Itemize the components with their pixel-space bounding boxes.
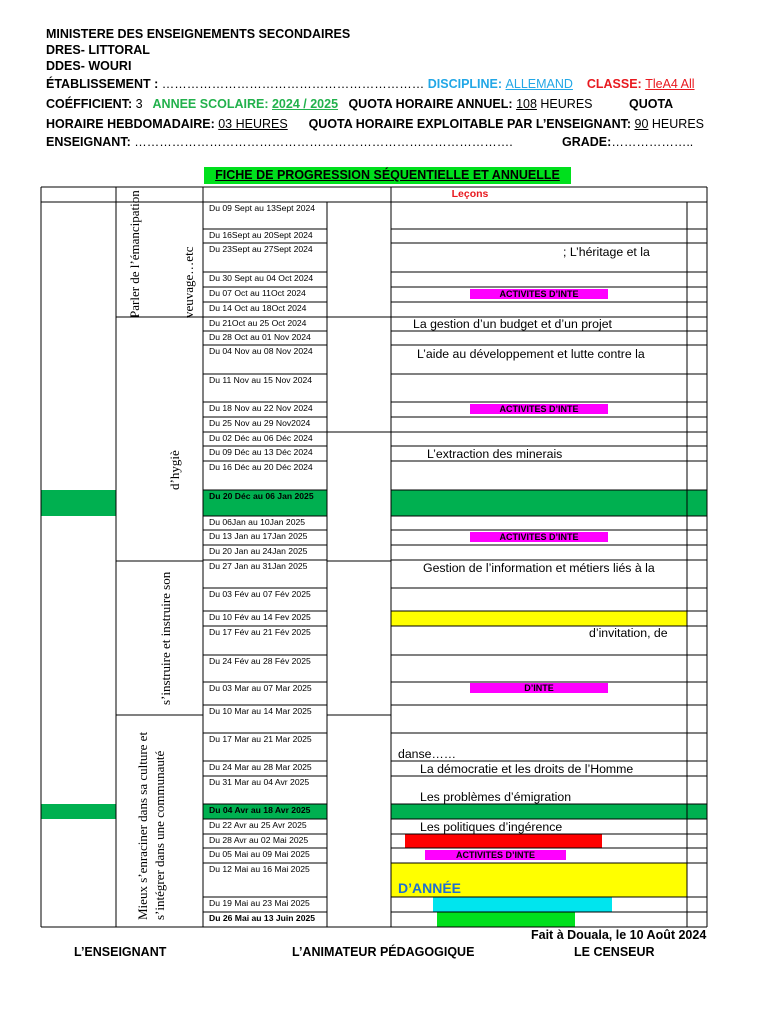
week-label: Du 21Oct au 25 Oct 2024 [209, 318, 307, 328]
lesson-aide-developpement: L’aide au développement et lutte contre la [417, 347, 645, 361]
week-label: Du 10 Mar au 14 Mar 2025 [209, 706, 312, 716]
week-label: Du 18 Nov au 22 Nov 2024 [209, 403, 313, 413]
lesson-gestion-budget: La gestion d’un budget et d’un projet [413, 317, 612, 331]
week-label: Du 17 Mar au 21 Mar 2025 [209, 734, 312, 744]
week-label: Du 25 Nov au 29 Nov2024 [209, 418, 311, 428]
week-label: Du 31 Mar au 04 Avr 2025 [209, 777, 310, 787]
classe-value: TleA4 All [645, 77, 695, 91]
grade-label: GRADE: [562, 135, 612, 149]
signature-teacher: L’ENSEIGNANT [74, 945, 167, 959]
week-label: Du 20 Déc au 06 Jan 2025 [209, 491, 314, 501]
theme-text-emancipation: Parler de l’émancipation [127, 190, 142, 318]
week-label: Du 28 Avr au 02 Mai 2025 [209, 835, 309, 845]
discipline-label: DISCIPLINE: [427, 77, 503, 91]
week-label: Du 09 Sept au 13Sept 2024 [209, 203, 316, 213]
week-label: Du 02 Déc au 06 Déc 2024 [209, 433, 313, 443]
week-label: Du 03 Fév au 07 Fév 2025 [209, 589, 311, 599]
coefficient-value: 3 [135, 97, 143, 111]
lesson-emigration: Les problèmes d’émigration [420, 790, 572, 804]
holiday-band [41, 804, 116, 819]
annee-value: 2024 / 2025 [271, 97, 339, 111]
week-label: Du 28 Oct au 01 Nov 2024 [209, 332, 311, 342]
week-label: Du 30 Sept au 04 Oct 2024 [209, 273, 314, 283]
week-label: Du 20 Jan au 24Jan 2025 [209, 546, 308, 556]
hebdo-value: 03 HEURES [218, 117, 288, 131]
activity-bar: D’INTE [470, 683, 608, 693]
activity-bar: ACTIVITES D’INTE [470, 532, 608, 542]
quota-annuel-value: 108 [516, 97, 537, 111]
theme-text-instruire: s’instruire et instruire son [158, 571, 173, 705]
ddes-line: DDES- WOURI [46, 59, 132, 73]
theme-text-culture: Mieux s’enraciner dans sa culture et [135, 731, 150, 920]
week-label: Du 14 Oct au 18Oct 2024 [209, 303, 307, 313]
enseignant-label: ENSEIGNANT: [46, 135, 131, 149]
week-label: Du 12 Mai au 16 Mai 2025 [209, 864, 310, 874]
grade-dots: ……………….. [611, 135, 694, 149]
week-label: Du 10 Fév au 14 Fev 2025 [209, 612, 311, 622]
place-date: Fait à Douala, le 10 Août 2024 [531, 928, 707, 942]
ministry-line: MINISTERE DES ENSEIGNEMENTS SECONDAIRES [46, 27, 351, 41]
etablissement-label: ÉTABLISSEMENT : [46, 77, 159, 91]
highlight-red-bar [405, 834, 602, 848]
week-label: Du 24 Mar au 28 Mar 2025 [209, 762, 312, 772]
week-label: Du 26 Mai au 13 Juin 2025 [209, 913, 316, 923]
hebdo-label: HORAIRE HEBDOMADAIRE: [46, 117, 215, 131]
week-label: Du 05 Mai au 09 Mai 2025 [209, 849, 310, 859]
exploitable-label: QUOTA HORAIRE EXPLOITABLE PAR L’ENSEIGNANT: [308, 117, 632, 131]
theme-text-veuvage: veuvage…etc [181, 246, 196, 318]
discipline-value: ALLEMAND [505, 77, 573, 91]
enseignant-dots: ………………………………………………………………………………. [134, 135, 513, 149]
quota-annuel-unit: HEURES [540, 97, 593, 111]
week-label: Du 04 Nov au 08 Nov 2024 [209, 346, 313, 356]
holiday-band [41, 490, 116, 516]
theme-text-communaute: s’intégrer dans une communauté [152, 750, 167, 920]
highlight-cyan-bar [433, 897, 612, 912]
week-label: Du 06Jan au 10Jan 2025 [209, 517, 306, 527]
holiday-band [391, 804, 707, 819]
week-label: Du 07 Oct au 11Oct 2024 [209, 288, 306, 298]
holiday-band [391, 490, 707, 516]
lesson-extraction-minerais: L’extraction des minerais [427, 447, 563, 461]
week-label: Du 22 Avr au 25 Avr 2025 [209, 820, 307, 830]
annee-label: ANNEE SCOLAIRE: [152, 97, 269, 111]
quota-label: QUOTA [629, 97, 674, 111]
week-label: Du 16Sept au 20Sept 2024 [209, 230, 313, 240]
lessons-header: Leçons [451, 188, 489, 200]
activity-bar: ACTIVITES D’INTE [425, 850, 566, 860]
exploitable-value: 90 [634, 117, 649, 131]
lesson-ingerence: Les politiques d’ingérence [420, 820, 563, 834]
week-label: Du 11 Nov au 15 Nov 2024 [209, 375, 313, 385]
week-label: Du 24 Fév au 28 Fév 2025 [209, 656, 311, 666]
etablissement-dots: ……………………………………………………… [161, 77, 425, 91]
lesson-invitation: d’invitation, de [589, 626, 668, 640]
signature-censeur: LE CENSEUR [574, 945, 655, 959]
week-label: Du 27 Jan au 31Jan 2025 [209, 561, 308, 571]
week-label: Du 17 Fév au 21 Fév 2025 [209, 627, 311, 637]
week-label: Du 04 Avr au 18 Avr 2025 [209, 805, 311, 815]
lesson-annee: D’ANNÉE [398, 880, 462, 896]
highlight-green-bar [437, 912, 575, 927]
week-label: Du 09 Déc au 13 Déc 2024 [209, 447, 313, 457]
activity-bar: ACTIVITES D’INTE [470, 289, 608, 299]
exploitable-unit: HEURES [651, 117, 704, 131]
classe-label: CLASSE: [586, 77, 642, 91]
week-label: Du 23Sept au 27Sept 2024 [209, 244, 313, 254]
week-label: Du 16 Déc au 20 Déc 2024 [209, 462, 313, 472]
dres-line: DRES- LITTORAL [46, 43, 150, 57]
lesson-gestion-information: Gestion de l’information et métiers liés à la [423, 561, 655, 575]
highlight-yellow-bar [391, 611, 687, 626]
signature-animator: L’ANIMATEUR PÉDAGOGIQUE [292, 945, 475, 959]
page-title: FICHE DE PROGRESSION SÉQUENTIELLE ET ANNUELLE [204, 167, 571, 184]
activity-bar: ACTIVITES D’INTE [470, 404, 608, 414]
lesson-heritage: ; L’héritage et la [563, 245, 650, 259]
lesson-democratie: La démocratie et les droits de l’Homme [420, 762, 634, 776]
week-label: Du 03 Mar au 07 Mar 2025 [209, 683, 312, 693]
lesson-danse: danse…… [398, 747, 457, 761]
theme-text-hygiene: d’hygiè [167, 450, 182, 490]
week-label: Du 13 Jan au 17Jan 2025 [209, 531, 308, 541]
week-label: Du 19 Mai au 23 Mai 2025 [209, 898, 310, 908]
quota-annuel-label: QUOTA HORAIRE ANNUEL: [348, 97, 513, 111]
coefficient-label: COÉFFICIENT: [46, 97, 133, 111]
